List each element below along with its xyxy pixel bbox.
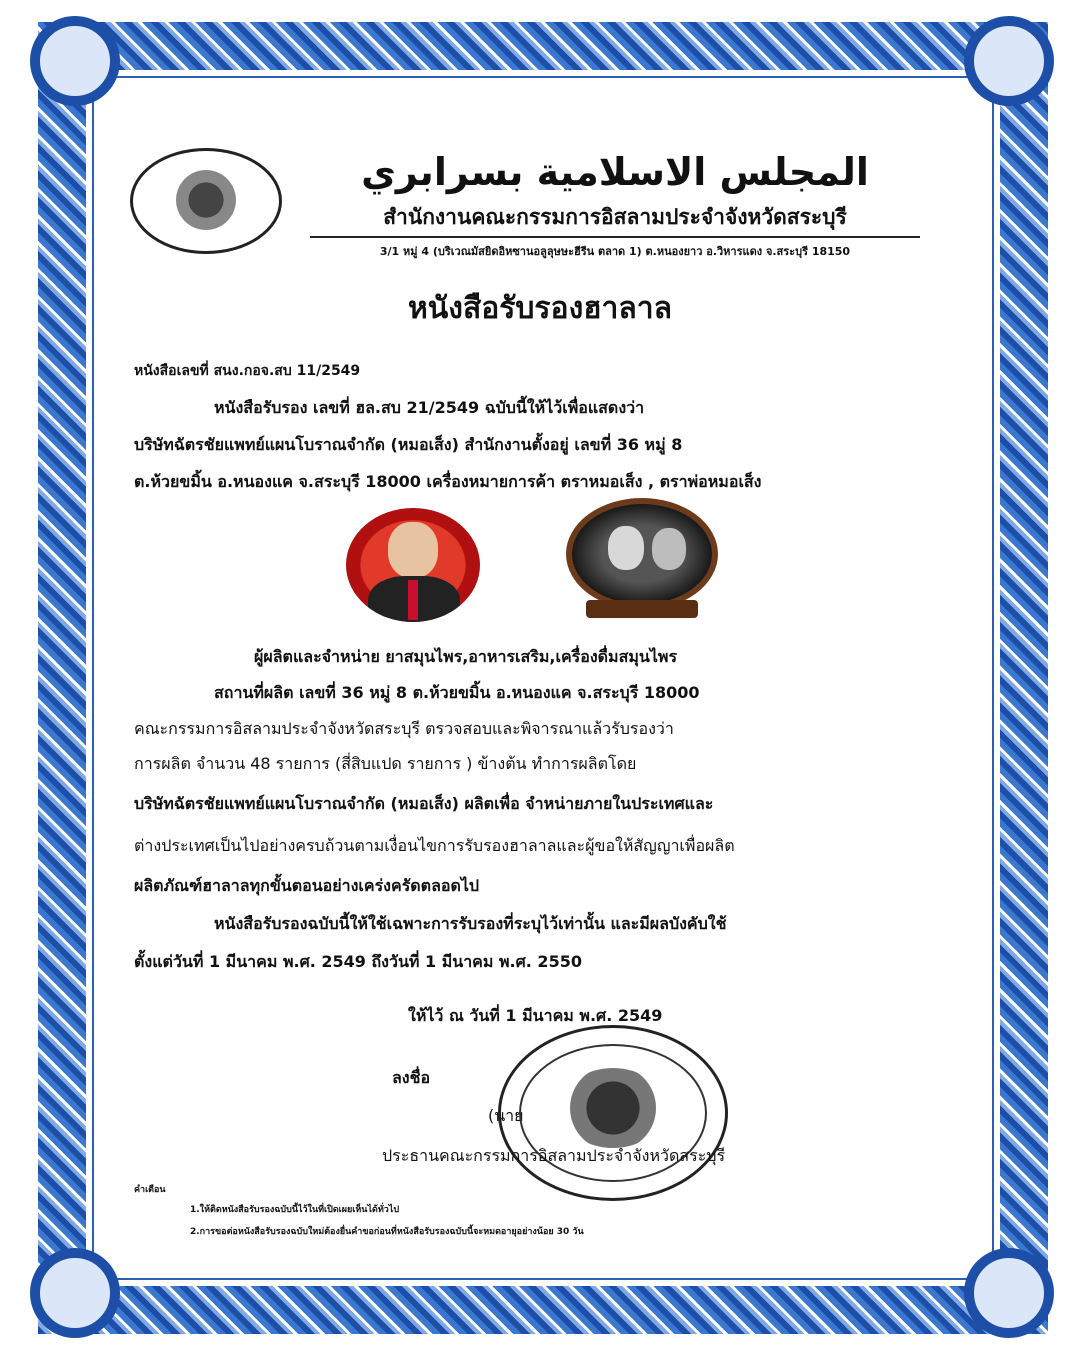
given-date-line: ให้ไว้ ณ วันที่ 1 มีนาคม พ.ศ. 2549 <box>408 1006 663 1025</box>
office-name: สำนักงานคณะกรรมการอิสลามประจำจังหวัดสระบุรี <box>383 205 847 229</box>
company-line: บริษัทฉัตรชัยแพทย์แผนโบราณจำกัด (หมอเส็ง) สำนักงานตั้งอยู่ เลขที่ 36 หมู่ 8 <box>134 435 683 454</box>
items-line: การผลิต จำนวน 48 รายการ (สี่สิบแปด รายการ ) ข้างต้น ทำการผลิตโดย <box>134 754 637 773</box>
council-seal-logo <box>130 148 282 254</box>
reference-number: หนังสือเลขที่ สนง.กอจ.สบ 11/2549 <box>134 363 361 379</box>
corner-ornament-icon <box>964 16 1054 106</box>
document-title: หนังสือรับรองฮาลาล <box>408 291 672 326</box>
arabic-title: المجلس الاسلامية بسرابري <box>361 150 869 194</box>
office-address: 3/1 หมู่ 4 (บริเวณมัสยิดอิหซานอลูลุษษะฮีรีน ตลาด 1) ต.หนองยาว อ.วิหารแดง จ.สระบุรี 18150 <box>310 236 920 260</box>
corner-ornament-icon <box>30 16 120 106</box>
note-2: 2.การขอต่อหนังสือรับรองฉบับใหม่ต้องยื่นคำขอก่อนที่หนังสือรับรองฉบับนี้จะหมดอายุอย่างน้อย 30 วัน <box>190 1227 584 1237</box>
note-1: 1.ให้ติดหนังสือรับรองฉบับนี้ไว้ในที่เปิดเผยเห็นได้ทั่วไป <box>190 1205 400 1215</box>
period-line: ตั้งแต่วันที่ 1 มีนาคม พ.ศ. 2549 ถึงวันที่ 1 มีนาคม พ.ศ. 2550 <box>134 952 582 971</box>
strict-line: ผลิตภัณฑ์ฮาลาลทุกขั้นตอนอย่างเคร่งครัดตลอดไป <box>134 876 480 895</box>
factory-line: สถานที่ผลิต เลขที่ 36 หมู่ 8 ต.ห้วยขมิ้น อ.หนองแค จ.สระบุรี 18000 <box>214 683 700 702</box>
sign-label: ลงชื่อ <box>392 1068 431 1087</box>
founders-photo <box>566 498 718 610</box>
signer-name: (นาย <box>488 1106 524 1125</box>
location-line: ต.ห้วยขมิ้น อ.หนองแค จ.สระบุรี 18000 เครื่องหมายการค้า ตราหมอเส็ง , ตราพ่อหมอเส็ง <box>134 472 762 491</box>
validity-line: หนังสือรับรองฉบับนี้ให้ใช้เฉพาะการรับรองที่ระบุไว้เท่านั้น และมีผลบังคับใช้ <box>214 914 727 933</box>
corner-ornament-icon <box>964 1248 1054 1338</box>
founder-photo <box>346 508 480 622</box>
certificate-number-line: หนังสือรับรอง เลขที่ ฮล.สบ 21/2549 ฉบับนี้ให้ไว้เพื่อแสดงว่า <box>214 398 645 417</box>
company-line-2: บริษัทฉัตรชัยแพทย์แผนโบราณจำกัด (หมอเส็ง) ผลิตเพื่อ จำหน่ายภายในประเทศและ <box>134 794 714 813</box>
producer-line: ผู้ผลิตและจำหน่าย ยาสมุนไพร,อาหารเสริม,เครื่องดื่มสมุนไพร <box>254 647 678 666</box>
official-seal-stamp <box>498 1025 728 1201</box>
corner-ornament-icon <box>30 1248 120 1338</box>
committee-line: คณะกรรมการอิสลามประจำจังหวัดสระบุรี ตรวจสอบและพิจารณาแล้วรับรองว่า <box>134 719 674 738</box>
notes-label: คำเตือน <box>134 1185 166 1195</box>
signer-position: ประธานคณะกรรมการอิสลามประจำจังหวัดสระบุรี <box>382 1146 726 1165</box>
abroad-line: ต่างประเทศเป็นไปอย่างครบถ้วนตามเงื่อนไขการรับรองฮาลาลและผู้ขอให้สัญญาเพื่อผลิต <box>134 836 735 855</box>
photo-ribbon <box>586 600 698 618</box>
